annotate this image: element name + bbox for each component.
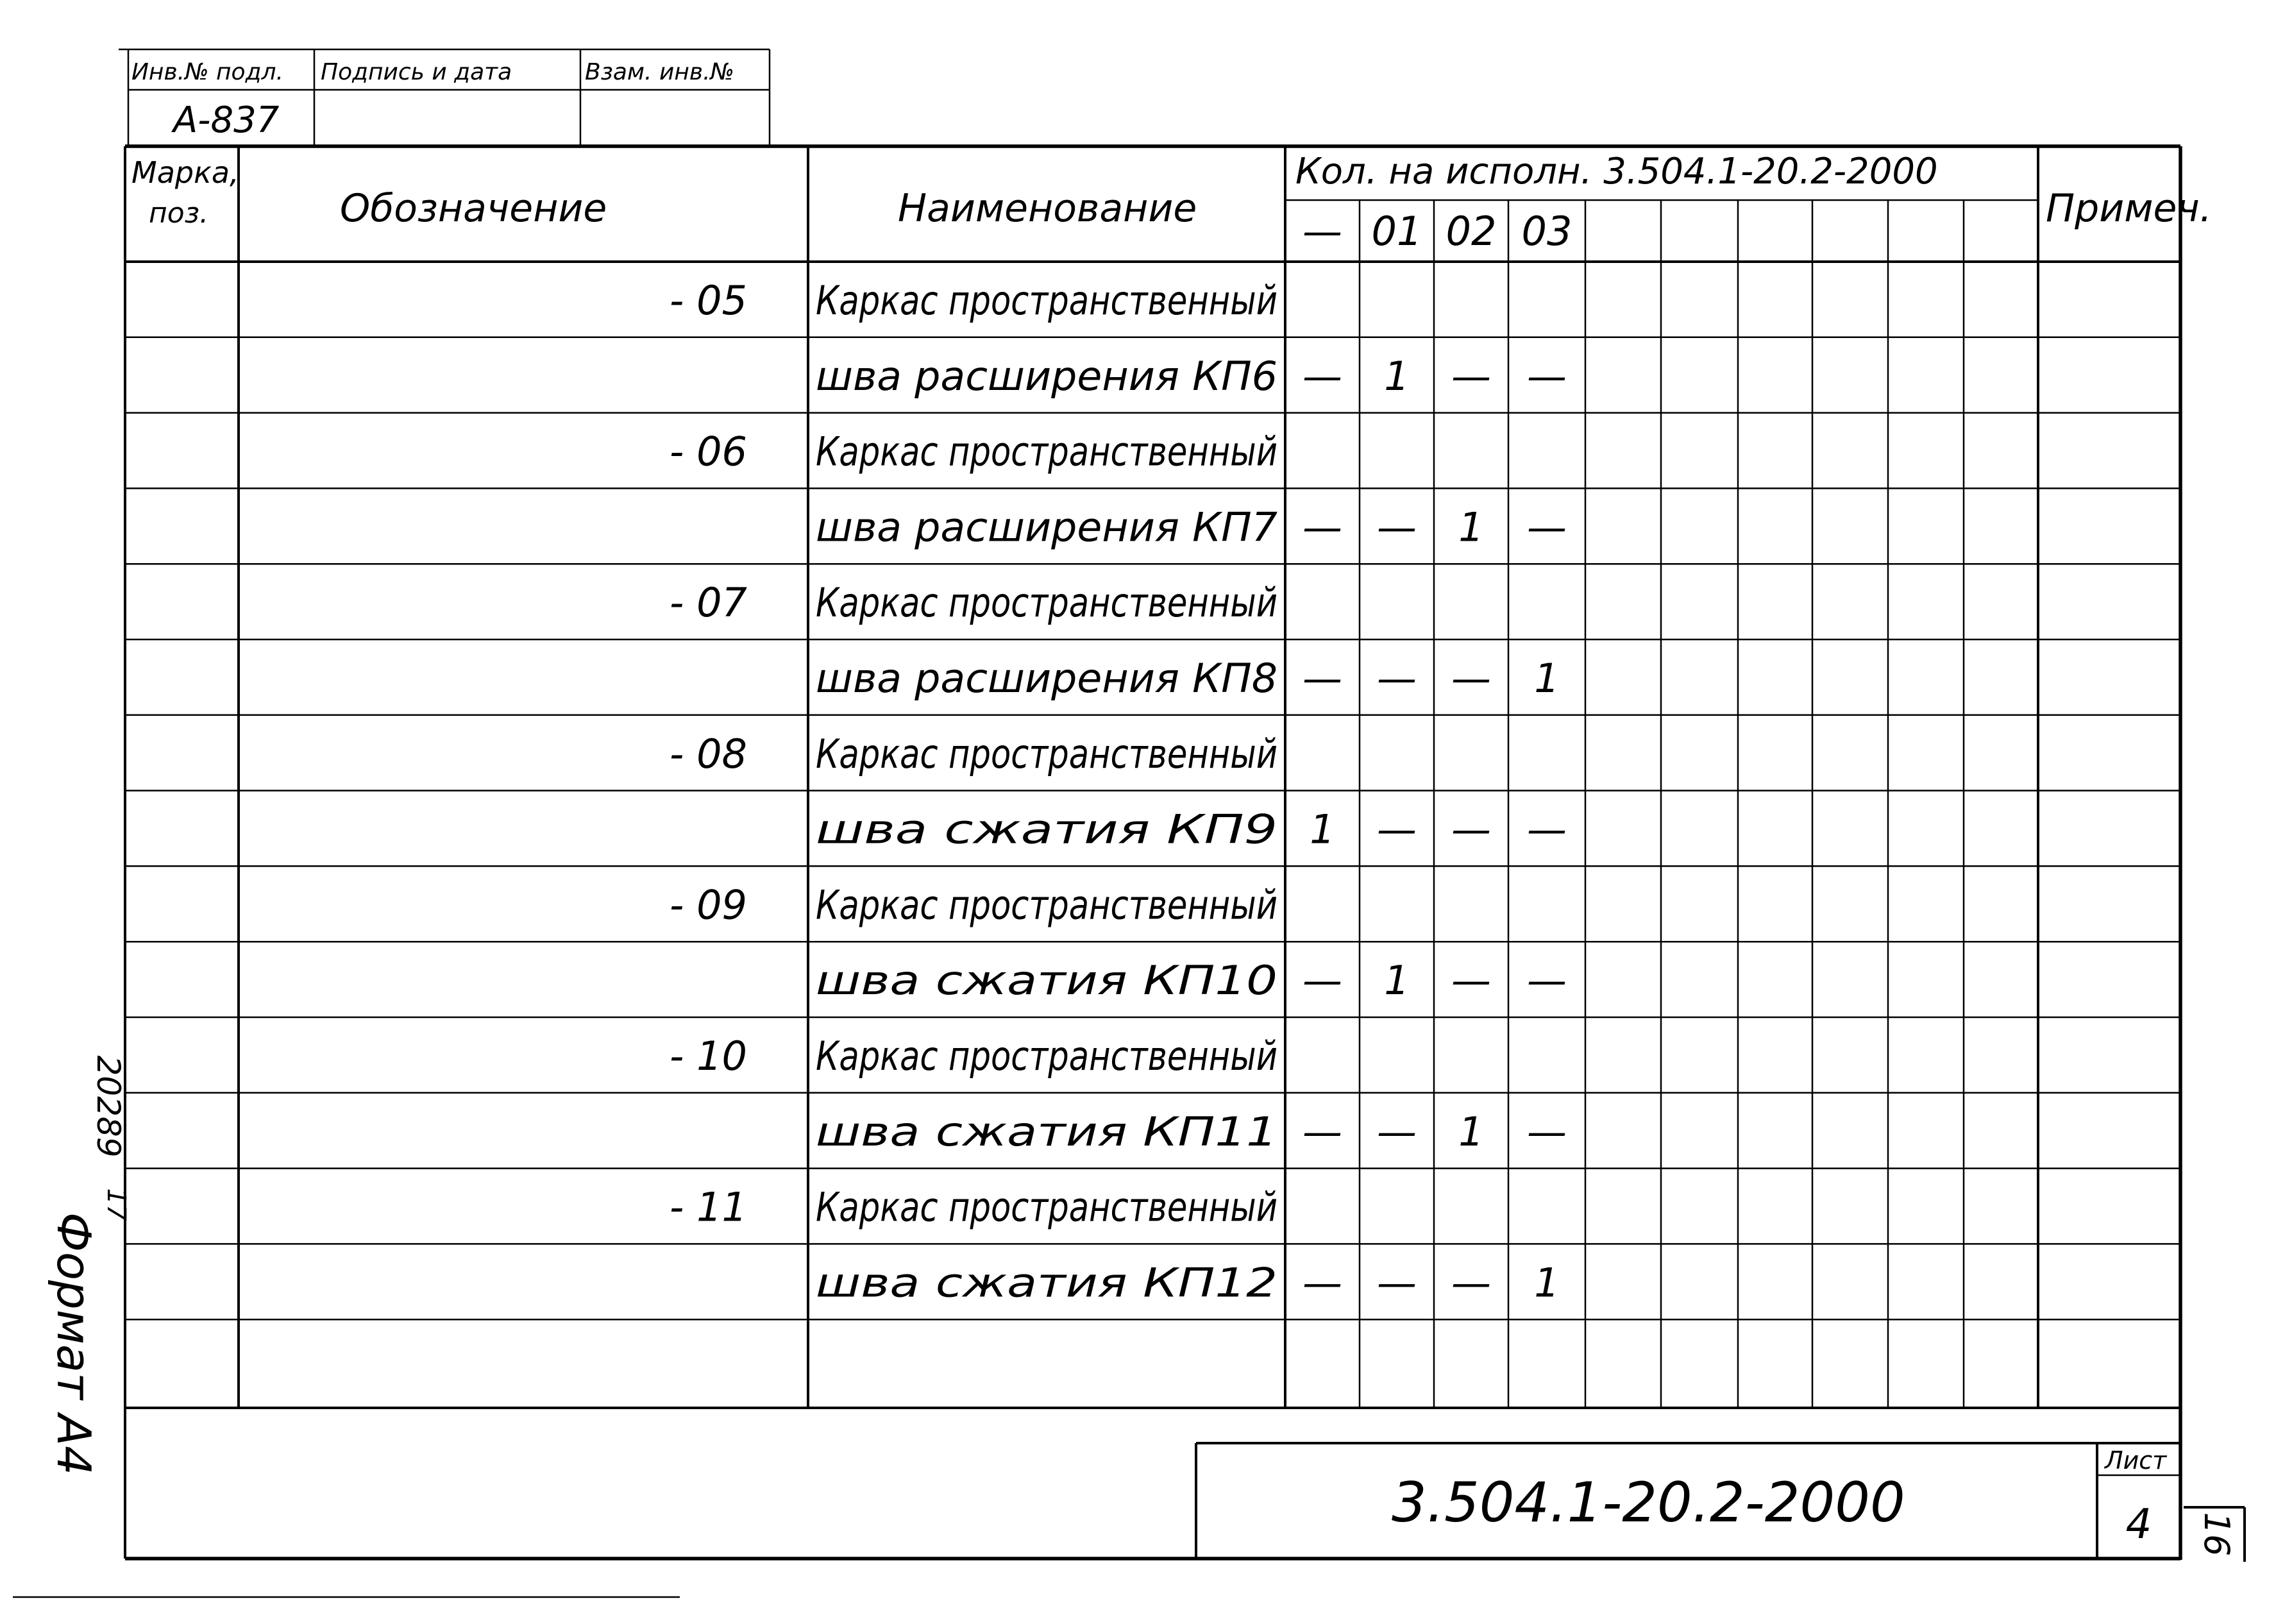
row-code: - 10	[670, 1033, 747, 1079]
qty-cell: 1	[1384, 352, 1410, 400]
row-name: Каркас пространственный	[816, 277, 1277, 324]
table-row	[670, 731, 1277, 777]
header-mark: Марка,	[131, 155, 239, 190]
stamp-inv-label: Инв.№ подл.	[131, 59, 283, 85]
table-row	[816, 503, 1567, 550]
row-name: шва расширения КП7	[816, 503, 1277, 551]
table-row	[670, 881, 1277, 928]
page-number-box	[2184, 1507, 2245, 1562]
row-name: шва сжатия КП11	[816, 1108, 1277, 1155]
row-name: шва сжатия КП9	[816, 806, 1277, 853]
qty-cell: 1	[1310, 806, 1335, 853]
row-name: шва сжатия КП12	[816, 1259, 1277, 1307]
row-name: шва сжатия КП10	[816, 957, 1277, 1004]
stamp-inv-value: А-837	[173, 99, 280, 141]
qty-cell: —	[1377, 503, 1417, 551]
qty-cell: —	[1377, 655, 1417, 702]
qty-cell: —	[1377, 1108, 1417, 1155]
table-body	[670, 277, 1567, 1306]
inventory-stamp	[119, 49, 770, 146]
variant-header-1: 01	[1371, 208, 1422, 255]
row-code: - 08	[670, 730, 747, 777]
qty-cell: —	[1377, 1259, 1417, 1307]
qty-cell: —	[1527, 957, 1567, 1004]
qty-cell: —	[1527, 1108, 1567, 1155]
table-row	[816, 655, 1560, 702]
qty-cell: 1	[1458, 503, 1484, 551]
sheet-label: Лист	[2105, 1446, 2167, 1475]
table-row	[816, 957, 1567, 1004]
table-row	[670, 1184, 1277, 1231]
qty-cell: —	[1302, 655, 1342, 702]
qty-cell: —	[1302, 957, 1342, 1004]
row-name: Каркас пространственный	[816, 1183, 1277, 1231]
row-name: Каркас пространственный	[816, 881, 1277, 929]
qty-cell: —	[1451, 352, 1491, 400]
header-designation: Обозначение	[340, 186, 607, 231]
table-row	[816, 1108, 1567, 1155]
header-pos: поз.	[149, 197, 209, 230]
stamp-sign-label: Подпись и дата	[321, 59, 512, 85]
qty-cell: 1	[1384, 957, 1410, 1004]
row-name: шва расширения КП6	[816, 352, 1277, 400]
row-name: Каркас пространственный	[816, 579, 1277, 627]
archive-number: 20289	[90, 1055, 127, 1158]
qty-cell: —	[1451, 1259, 1491, 1307]
doc-code: 3.504.1-20.2-2000	[1392, 1471, 1905, 1535]
variant-header-0: —	[1302, 208, 1342, 255]
row-name: Каркас пространственный	[816, 1033, 1277, 1079]
row-name: Каркас пространственный	[816, 428, 1277, 475]
variant-header-2: 02	[1446, 208, 1497, 255]
format-label: Формат А4	[47, 1212, 101, 1476]
header-qty: Кол. на исполн. 3.504.1-20.2-2000	[1295, 151, 1938, 192]
qty-cell: —	[1527, 806, 1567, 853]
table-row	[816, 806, 1567, 853]
qty-cell: —	[1302, 1108, 1342, 1155]
row-name: Каркас пространственный	[816, 730, 1277, 777]
row-code: - 11	[670, 1183, 747, 1231]
header-note: Примеч.	[2046, 186, 2212, 231]
qty-cell: —	[1302, 1259, 1342, 1307]
row-code: - 06	[670, 428, 747, 475]
qty-cell: —	[1527, 503, 1567, 551]
qty-cell: 1	[1458, 1108, 1484, 1155]
copy-number: 17	[101, 1188, 131, 1221]
qty-cell: —	[1302, 352, 1342, 400]
table-row	[670, 277, 1277, 324]
qty-cell: 1	[1534, 655, 1560, 702]
row-code: - 09	[670, 881, 747, 929]
table-row	[816, 353, 1567, 400]
table-row	[670, 1033, 1277, 1079]
page-number: 16	[2196, 1512, 2237, 1557]
table-row	[816, 1259, 1560, 1306]
qty-cell: —	[1451, 655, 1491, 702]
sheet-number: 4	[2125, 1501, 2152, 1548]
table-row	[670, 428, 1277, 475]
qty-cell: 1	[1534, 1259, 1560, 1307]
qty-cell: —	[1451, 806, 1491, 853]
row-code: - 07	[670, 579, 747, 627]
row-code: - 05	[670, 277, 747, 324]
row-name: шва расширения КП8	[816, 655, 1277, 702]
header-name: Наименование	[898, 186, 1197, 231]
qty-cell: —	[1451, 957, 1491, 1004]
qty-cell: —	[1302, 503, 1342, 551]
variant-header-3: 03	[1521, 208, 1572, 255]
table-row	[670, 579, 1277, 626]
title-block	[1196, 1443, 2180, 1559]
qty-cell: —	[1377, 806, 1417, 853]
stamp-replace-label: Взам. инв.№	[585, 59, 734, 85]
qty-cell: —	[1527, 352, 1567, 400]
